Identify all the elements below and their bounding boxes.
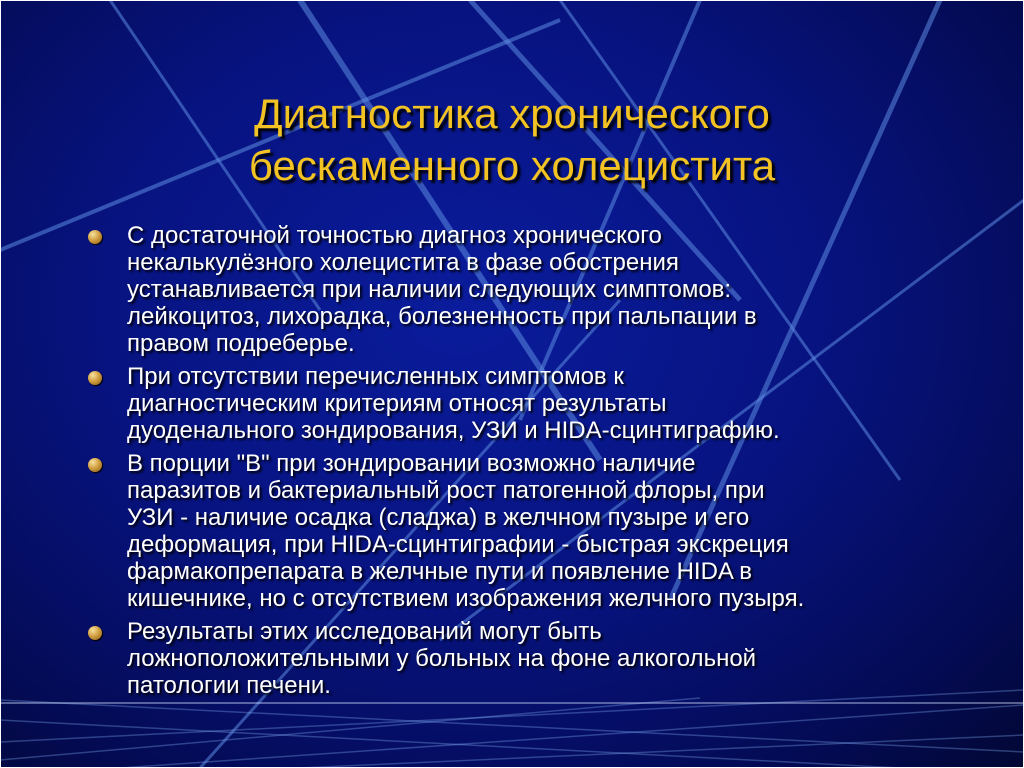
title-line: Диагностика хронического	[254, 90, 770, 137]
bullet-line: дуоденального зондирования, УЗИ и HIDA-сцинтиграфию.	[127, 417, 780, 444]
bullet-line: лейкоцитоз, лихорадка, болезненность при пальпации в	[127, 303, 757, 330]
decor-line	[0, 698, 700, 760]
decor-line	[0, 700, 1024, 752]
bullet-line: При отсутствии перечисленных симптомов к	[127, 363, 624, 390]
bullet-line: правом подреберье.	[127, 330, 355, 357]
title-line: бескаменного холецистита	[248, 142, 776, 189]
bullet-list	[84, 222, 944, 705]
slide-title	[90, 88, 934, 192]
decor-line	[300, 735, 1024, 768]
bullet-line: паразитов и бактериальный рост патогенной флоры, при	[127, 477, 765, 504]
bullet-item	[84, 363, 944, 444]
bullet-line: Результаты этих исследований могут быть	[127, 618, 602, 645]
bullet-line: некалькулёзного холецистита в фазе обострения	[127, 249, 679, 276]
bullet-line: патологии печени.	[127, 672, 331, 699]
bullet-line: диагностическим критериям относят результаты	[127, 390, 667, 417]
sphere-bullet-icon	[88, 371, 102, 385]
bullet-line: УЗИ - наличие осадка (сладжа) в желчном пузыре и его	[127, 504, 750, 531]
bullet-line: В порции "В" при зондировании возможно наличие	[127, 450, 696, 477]
bullet-line: устанавливается при наличии следующих симптомов:	[127, 276, 732, 303]
sphere-bullet-icon	[88, 230, 102, 244]
bullet-line: С достаточной точностью диагноз хронического	[127, 222, 662, 249]
bullet-line: деформация, при HIDA-сцинтиграфии - быстрая экскреция	[127, 531, 789, 558]
bullet-item	[84, 222, 944, 357]
sphere-bullet-icon	[88, 458, 102, 472]
bullet-line: ложноположительными у больных на фоне алкогольной	[127, 645, 757, 672]
bullet-item	[84, 450, 944, 612]
bullet-line: кишечнике, но с отсутствием изображения желчного пузыря.	[127, 585, 805, 612]
bullet-line: фармакопрепарата в желчные пути и появление HIDA в	[127, 558, 753, 585]
sphere-bullet-icon	[88, 626, 102, 640]
decor-line	[120, 705, 1024, 768]
bullet-item	[84, 618, 944, 699]
